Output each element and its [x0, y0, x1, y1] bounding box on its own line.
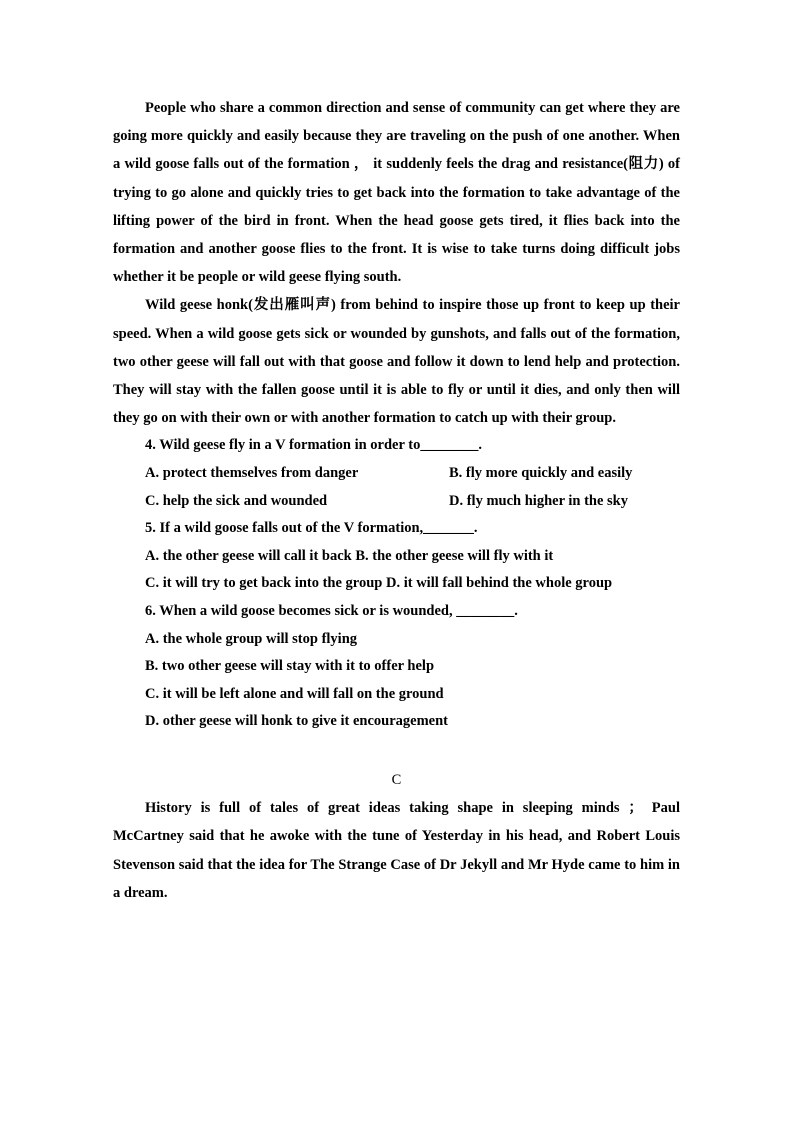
- passage-b-paragraph-2: Wild geese honk(发出雁叫声) from behind to inspire those up front to keep up their speed. When a wild goose gets sick or wounded by gunshots, and falls out of the formation, two other geese will fall out with that goose and follow it down to lend help and protection. They will stay with the fallen goose until it is able to fly or until it dies, and only then will they go on with their own or with another formation to catch up with their group.: [113, 297, 680, 427]
- question-4-options-ab: [113, 460, 680, 488]
- question-4-option-d: D. fly much higher in the sky: [449, 492, 628, 509]
- question-6-stem: 6. When a wild goose becomes sick or is wounded, ________.: [145, 603, 518, 619]
- question-4-stem: 4. Wild geese fly in a V formation in order to________.: [145, 437, 482, 454]
- question-4-option-a: A. protect themselves from danger: [145, 465, 359, 482]
- question-5-options-cd: C. it will try to get back into the group D. it will fall behind the whole group: [145, 575, 613, 592]
- question-6: [113, 598, 680, 736]
- question-4: [113, 432, 680, 515]
- passage-b-paragraph-1: People who share a common direction and sense of community can get where they are going more quickly and easily because they are traveling on the push of one another. When a wild goose falls out of the formation ， it suddenly feels the drag and resistance(阻力) of trying to go alone and quickly tries to get back into the formation to take advantage of the lifting power of the bird in front. When the head goose gets tired, it flies back into the formation and another goose flies to the front. It is wise to take turns doing difficult jobs whether it be people or wild geese flying south.: [113, 100, 680, 286]
- question-6-option-a: A. the whole group will stop flying: [145, 630, 358, 647]
- passage-c-paragraph-1: History is full of tales of great ideas taking shape in sleeping minds ； Paul McCartney said that he awoke with the tune of Yesterday in his head, and Robert Louis Stevenson said that the idea for The Strange Case of Dr Jekyll and Mr Hyde came to him in a dream.: [113, 799, 680, 902]
- question-5-stem: 5. If a wild goose falls out of the V formation,_______.: [145, 520, 478, 537]
- question-4-option-c: C. help the sick and wounded: [145, 492, 328, 509]
- question-6-option-b: B. two other geese will stay with it to offer help: [145, 658, 435, 675]
- question-5: [113, 515, 680, 598]
- document-page: [113, 94, 680, 908]
- question-6-option-d: D. other geese will honk to give it encouragement: [145, 713, 448, 730]
- question-6-option-c: C. it will be left alone and will fall on the ground: [145, 685, 444, 702]
- question-5-options-ab: A. the other geese will call it back B. the other geese will fly with it: [145, 547, 554, 564]
- question-4-option-b: B. fly more quickly and easily: [449, 465, 633, 482]
- section-heading-c: C: [391, 771, 402, 788]
- question-4-options-cd: [113, 488, 680, 516]
